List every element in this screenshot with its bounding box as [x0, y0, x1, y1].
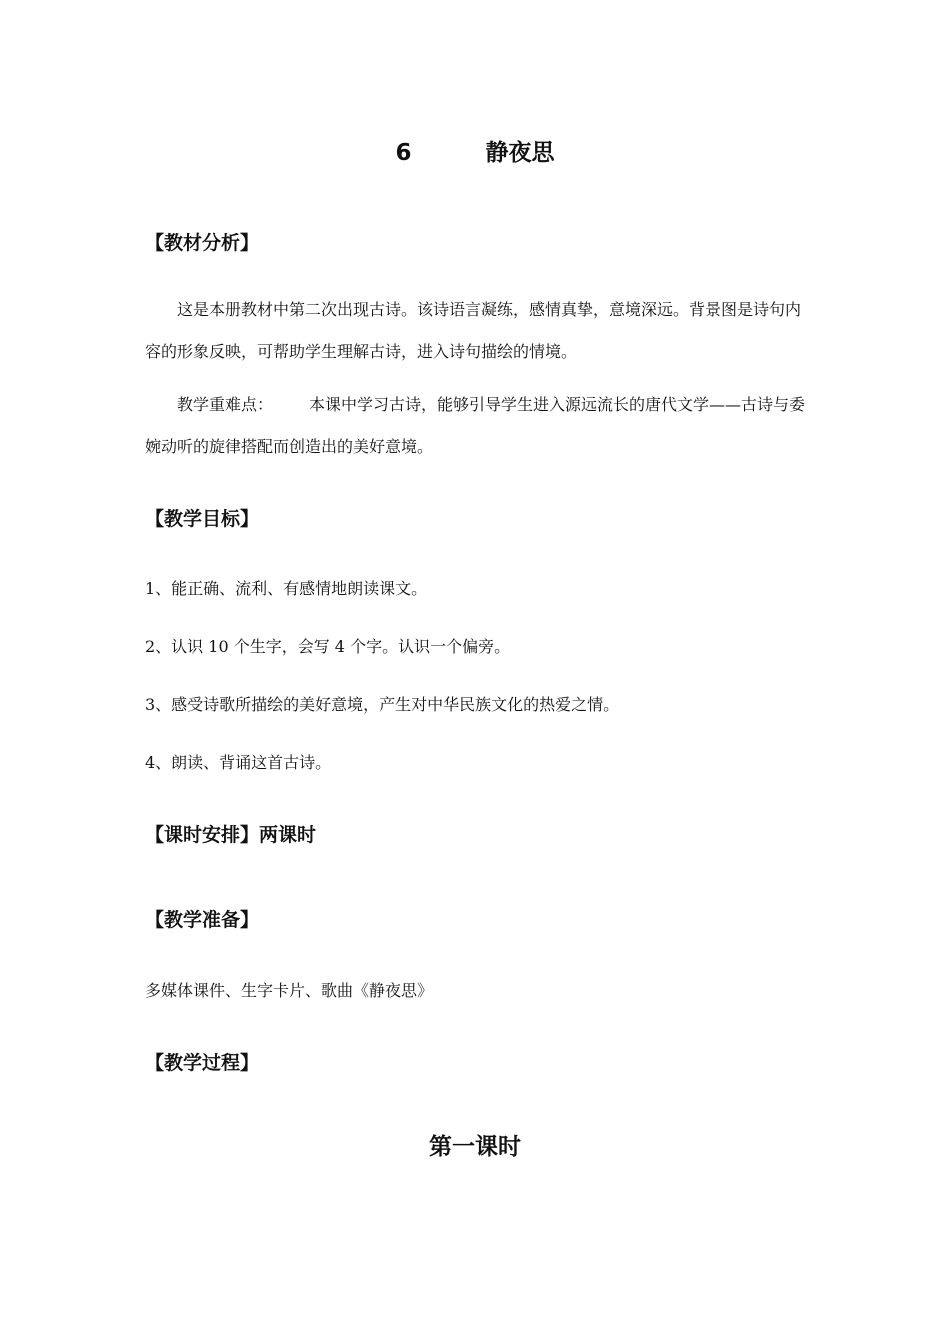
heading-process: 【教学过程】	[145, 1052, 260, 1074]
lesson-title: 第一课时	[429, 1134, 521, 1160]
prep-materials: 多媒体课件、生字卡片、歌曲《静夜思》	[145, 981, 434, 1000]
analysis-key-label: 教学重难点：	[177, 395, 274, 414]
heading-schedule: 【课时安排】两课时	[145, 824, 317, 846]
heading-prep: 【教学准备】	[145, 909, 260, 931]
page-title	[0, 134, 950, 167]
goal-item: 3、感受诗歌所描绘的美好意境，产生对中华民族文化的热爱之情。	[145, 695, 620, 714]
title-text: 静夜思	[485, 140, 555, 166]
heading-analysis: 【教材分析】	[145, 232, 260, 254]
analysis-paragraph-1: 这是本册教材中第二次出现古诗。该诗语言凝练，感情真挚，意境深远。背景图是诗句内容的形象反映，可帮助学生理解古诗，进入诗句描绘的情境。	[145, 300, 802, 361]
goal-item: 1、能正确、流利、有感情地朗读课文。	[145, 579, 428, 598]
goal-item: 2、认识 10 个生字，会写 4 个字。认识一个偏旁。	[145, 637, 511, 656]
heading-goals: 【教学目标】	[145, 508, 260, 530]
analysis-key-text: 本课中学习古诗，能够引导学生进入源远流长的唐代文学——古诗与委婉动听的旋律搭配而创造出的美好意境。	[145, 395, 806, 456]
goal-item: 4、朗读、背诵这首古诗。	[145, 753, 332, 772]
title-number: 6	[395, 140, 412, 166]
analysis-paragraph-2	[145, 384, 815, 468]
